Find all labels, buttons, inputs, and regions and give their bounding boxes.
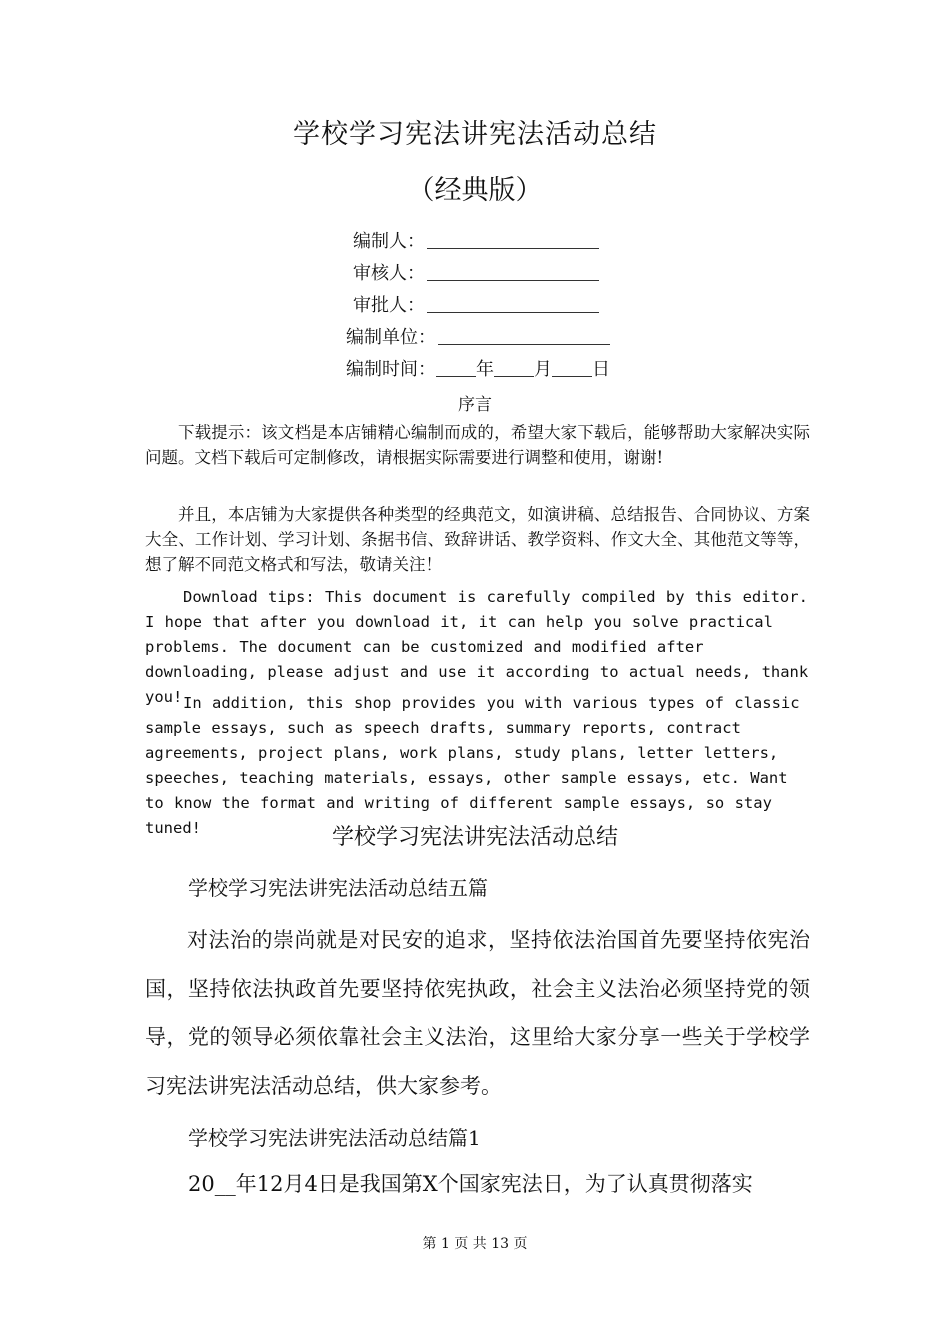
day-label: 日 <box>592 359 610 380</box>
section-title: 学校学习宪法讲宪法活动总结 <box>331 825 618 850</box>
preface-en-1: Download tips: This document is carefully compiled by this editor. I hope that after you download it, it can help you solve practical problems. The document can be customized and modified after downloading, please adjust and use it according to actual needs, thank you! <box>145 588 809 706</box>
year-label: 年 <box>476 359 494 380</box>
document-title: 学校学习宪法讲宪法活动总结 <box>293 119 657 150</box>
preface-zh-1: 下载提示：该文档是本店铺精心编制而成的，希望大家下载后，能够帮助大家解决实际问题。文档下载后可定制修改，请根据实际需要进行调整和使用，谢谢! <box>145 423 810 467</box>
day-blank <box>552 354 592 377</box>
intro-paragraph: 对法治的崇尚就是对民安的追求，坚持依法治国首先要坚持依宪治国，坚持依法执政首先要坚持依宪执政，社会主义法治必须坚持党的领导，党的领导必须依靠社会主义法治，这里给大家分享一些关于学校学习宪法讲宪法活动总结，供大家参考。 <box>145 928 810 1098</box>
month-label: 月 <box>534 359 552 380</box>
compiler-blank <box>427 226 599 249</box>
document-subtitle: （经典版） <box>407 175 543 206</box>
preface-zh-2: 并且，本店铺为大家提供各种类型的经典范文，如演讲稿、总结报告、合同协议、方案大全、工作计划、学习计划、条据书信、致辞讲话、教学资料、作文大全、其他范文等等，想了解不同范文格式和写法，敬请关注！ <box>145 505 810 574</box>
approver-blank <box>427 290 599 313</box>
unit-label: 编制单位： <box>346 327 436 348</box>
reviewer-row <box>0 258 950 290</box>
year-blank <box>436 354 476 377</box>
preface-zh-1-block <box>145 420 810 470</box>
compiler-label: 编制人： <box>353 231 425 252</box>
preface-en-2: In addition, this shop provides you with various types of classic sample essays, such as speech drafts, summary reports, contract agreements, project plans, work plans, study plans, letter letters, speeches, teaching materials, essays, other sample essays, etc. Want to know the format and writing of different sample essays, so stay tuned! <box>145 694 800 837</box>
preface-en-2-block <box>145 691 810 841</box>
preface-zh-2-block <box>145 502 810 577</box>
reviewer-label: 审核人： <box>353 263 425 284</box>
page-footer: 第 1 页 共 13 页 <box>422 1236 528 1252</box>
unit-row <box>0 322 950 354</box>
subheading-five-articles: 学校学习宪法讲宪法活动总结五篇 <box>188 876 488 900</box>
subheading-article-1: 学校学习宪法讲宪法活动总结篇1 <box>188 1126 481 1150</box>
approver-row <box>0 290 950 322</box>
compiler-row <box>0 226 950 258</box>
reviewer-blank <box>427 258 599 281</box>
approver-label: 审批人： <box>353 295 425 316</box>
article-1-first-line: 20__年12月4日是我国第X个国家宪法日，为了认真贯彻落实 <box>188 1172 753 1196</box>
month-blank <box>494 354 534 377</box>
time-label: 编制时间： <box>346 359 436 380</box>
time-row <box>0 354 950 386</box>
unit-blank <box>438 322 610 345</box>
preface-title: 序言 <box>458 395 492 415</box>
document-meta-block <box>0 226 950 386</box>
